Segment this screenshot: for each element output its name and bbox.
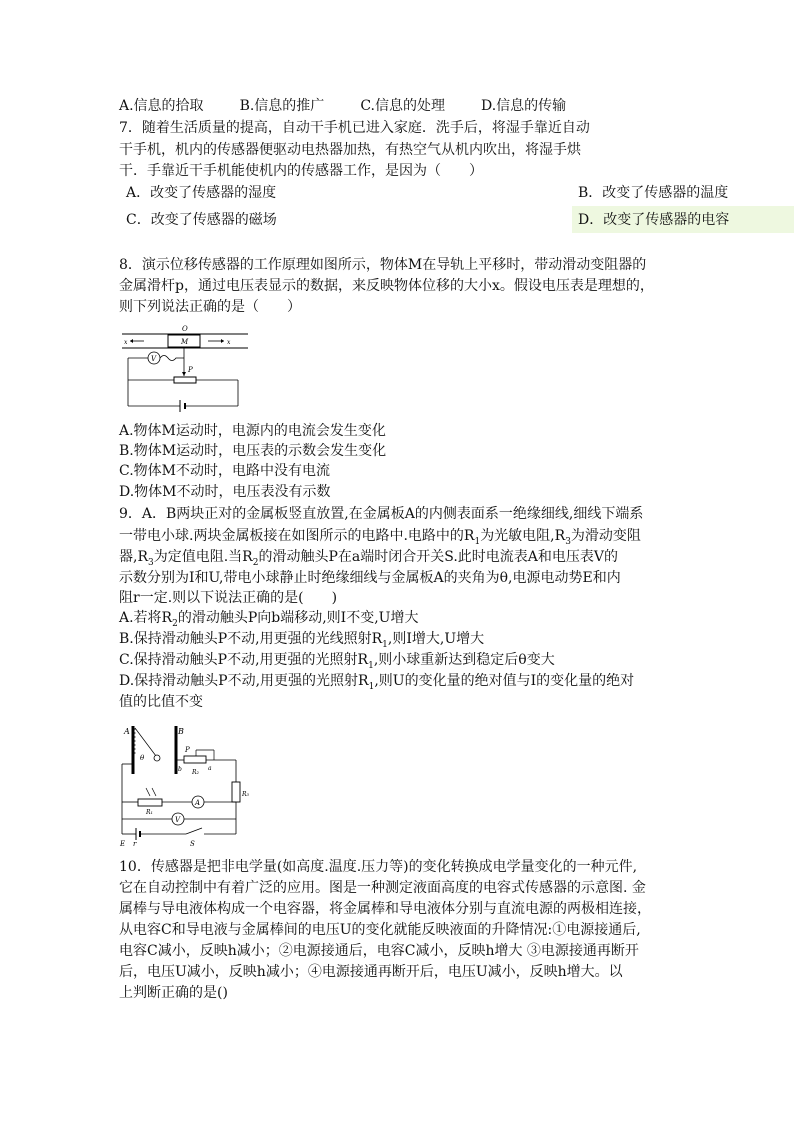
q8-option-b: B.物体M运动时，电压表的示数会发生变化 (119, 443, 387, 459)
q8-label-x-left: x (124, 339, 128, 346)
charged-ball (154, 755, 160, 761)
q10-stem-line-4: 从电容C和导电液与金属棒间的电压U的变化就能反映液面的升降情况:①电源接通后, (119, 922, 641, 938)
q7-option-d: D．改变了传感器的电容 (578, 212, 730, 228)
q10-stem-line-7: 上判断正确的是() (119, 985, 228, 1001)
q9-label-theta: θ (140, 754, 145, 762)
photo-resistor-r1 (138, 799, 162, 806)
q8-label-p: P (188, 366, 193, 374)
q8-label-o: O (182, 325, 188, 333)
q9-label-a: a (208, 765, 212, 772)
q8-option-d: D.物体M不动时，电压表没有示数 (119, 484, 331, 500)
q9-label-r: r (133, 840, 137, 848)
sliding-resistor (174, 377, 196, 383)
q10-stem-line-3: 属棒与导电液体构成一个电容器，将金属棒和导电液体分别与直流电源的两极相连接， (119, 901, 651, 917)
q10-stem-line-2: 它在自动控制中有着广泛的应用。图是一种测定液面高度的电容式传感器的示意图. 金 (119, 880, 646, 896)
q9-stem-line-3: 器$,R_3$为定值电阻.当$R_2$的滑动触头P在a端时闭合开关S.此时电流表A和电压表V的 (119, 549, 618, 568)
q9-stem-line-1: 9．A．B两块正对的金属板竖直放置,在金属板A的内侧表面系一绝缘细线,细线下端系 (119, 506, 644, 522)
q8-label-m: M (181, 338, 189, 346)
q8-label-x-right: x (227, 339, 231, 346)
q6-option-d: D.信息的传输 (480, 98, 567, 114)
q8-stem-line-2: 金属滑杆p，通过电压表显示的数据，来反映物体位移的大小x。假设电压表是理想的， (119, 278, 654, 294)
q9-label-voltmeter: V (175, 816, 181, 824)
q7-stem-line-3: 干．手靠近干手机能使机内的传感器工作，是因为（ ） (119, 163, 483, 179)
q6-option-b: B.信息的推广 (239, 98, 325, 114)
q9-label-p: P (185, 746, 190, 754)
q7-option-b: B．改变了传感器的温度 (578, 185, 729, 201)
switch-icon (186, 828, 202, 834)
q8-option-a: A.物体M运动时，电源内的电流会发生变化 (119, 423, 386, 439)
q10-stem-line-6: 后，电压U减小，反映h减小；④电源接通再断开后，电压U减小，反映h增大。以 (119, 964, 623, 980)
q9-option-d: D.保持滑动触头P不动,用更强的光照射$R_1$,则U的变化量的绝对值与I的变化量的绝对 (119, 673, 635, 692)
q9-option-d-line-2: 值的比值不变 (119, 694, 203, 710)
resistor-r2 (184, 756, 206, 763)
q7-stem-line-2: 干手机，机内的传感器便驱动电热器加热，有热空气从机内吹出，将湿手烘 (119, 142, 581, 158)
q9-label-plate-a: A (124, 727, 130, 736)
q6-options (119, 96, 602, 116)
q9-label-plate-b: B (178, 727, 184, 736)
q8-label-v: V (151, 355, 157, 363)
q9-option-a: A.若将$R_2$的滑动触头P向b端移动,则I不变,U增大 (119, 610, 419, 629)
q9-label-ammeter: A (195, 799, 201, 807)
q7-stem-line-1: 7．随着生活质量的提高，自动干手机已进入家庭．洗手后，将湿手靠近自动 (119, 120, 590, 136)
q9-label-r1: R₁ (146, 809, 153, 816)
q8-stem-line-3: 则下列说法正确的是（ ） (119, 299, 301, 315)
q9-option-b: B.保持滑动触头P不动,用更强的光线照射$R_1$,则I增大,U增大 (119, 631, 485, 650)
q10-stem-line-5: 电容C减小，反映h减小；②电源接通后，电容C减小，反映h增大 ③电源接通再断开 (119, 943, 639, 959)
q6-option-c: C.信息的处理 (360, 98, 445, 114)
q6-option-a: A.信息的拾取 (119, 98, 204, 114)
q9-stem-line-4: 示数分别为I和U,带电小球静止时绝缘细线与金属板A的夹角为θ,电源电动势E和内 (119, 570, 621, 586)
q9-label-r3: R₃ (242, 791, 249, 798)
q9-stem-line-5: 阻r一定.则以下说法正确的是( ) (119, 590, 338, 606)
q8-stem-line-1: 8．演示位移传感器的工作原理如图所示，物体M在导轨上平移时，带动滑动变阻器的 (119, 257, 647, 273)
q7-option-c: C．改变了传感器的磁场 (126, 212, 277, 228)
q8-option-c: C.物体M不动时，电路中没有电流 (119, 463, 330, 479)
q8-circuit-figure (120, 322, 250, 414)
q9-label-e: E (120, 840, 126, 848)
q10-stem-line-1: 10．传感器是把非电学量(如高度.温度.压力等)的变化转换成电学量变化的一种元件, (119, 859, 638, 875)
q9-stem-line-2: 一带电小球.两块金属板接在如图所示的电路中.电路中的$R_1$为光敏电阻$,R_3$为滑动变阻 (119, 528, 641, 547)
resistor-r3 (232, 782, 240, 802)
q9-option-c: C.保持滑动触头P不动,用更强的光照射$R_1$,则小球重新达到稳定后θ变大 (119, 652, 555, 671)
q9-label-s: S (190, 840, 195, 848)
q9-label-b: b (178, 766, 182, 773)
q9-label-r2: R₂ (192, 769, 199, 776)
q9-circuit-figure (116, 722, 256, 848)
q7-option-a: A．改变了传感器的湿度 (126, 185, 277, 201)
